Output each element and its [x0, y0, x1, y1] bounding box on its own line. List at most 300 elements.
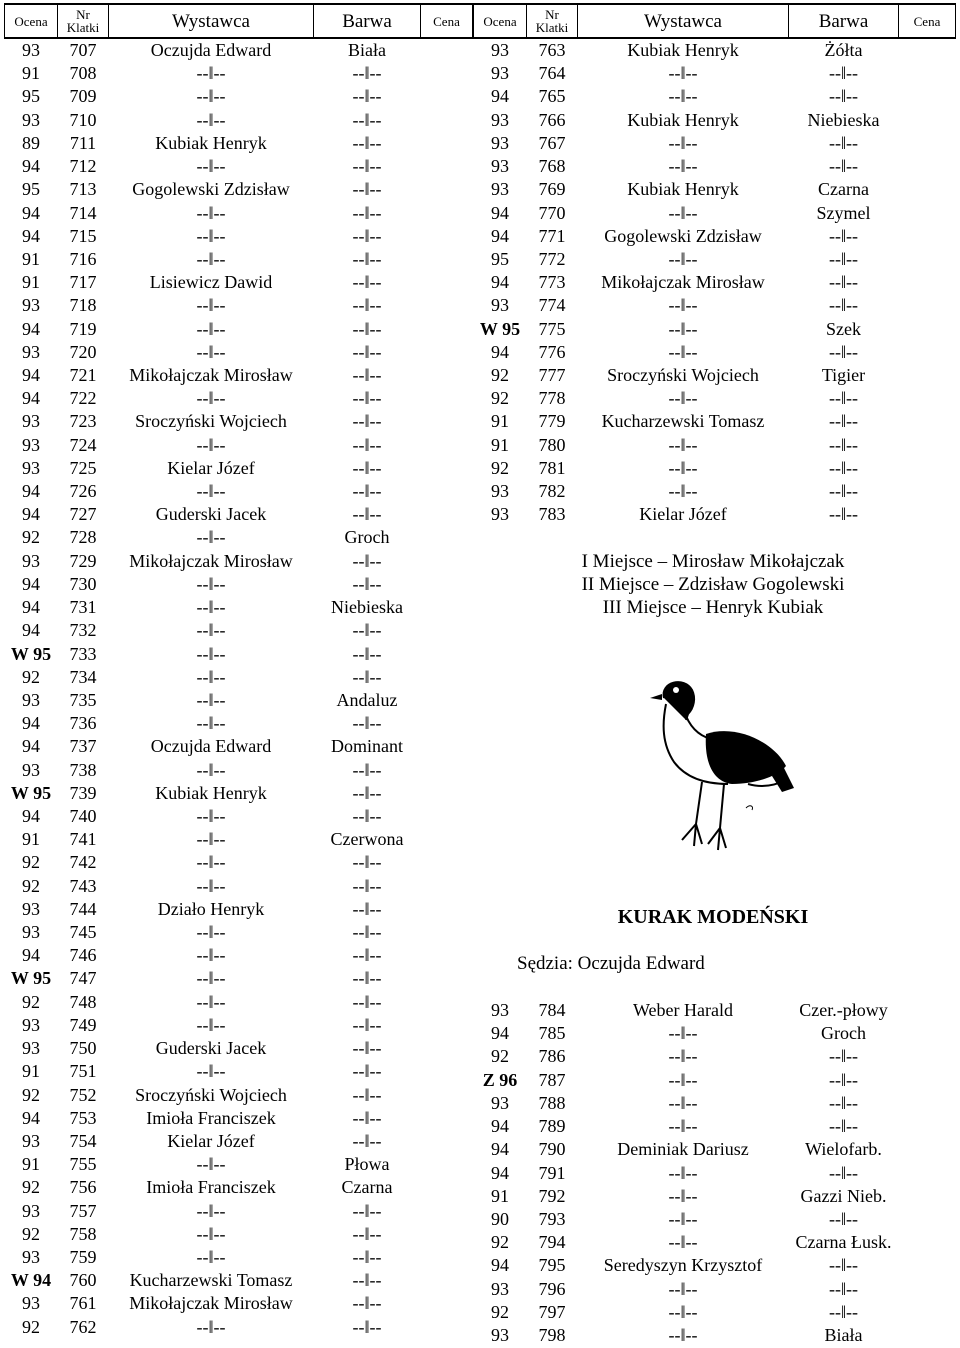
ocena-cell: 93 [22, 1246, 40, 1267]
exhibitor-cell: --‖-- [196, 318, 226, 339]
color-cell: --‖-- [828, 295, 859, 316]
color-cell: --‖-- [352, 156, 382, 177]
color-cell: Czarna [818, 179, 869, 200]
cage-number-cell: 714 [69, 202, 97, 223]
cage-number-cell: 779 [538, 411, 566, 432]
color-cell: --‖-- [352, 318, 382, 339]
header-klatki-line: Klatki [66, 20, 100, 35]
color-cell: Dominant [331, 736, 403, 757]
exhibitor-cell: --‖-- [196, 225, 226, 246]
cage-number-cell: 795 [538, 1255, 566, 1276]
ocena-cell: 89 [22, 132, 40, 153]
exhibitor-cell: Oczujda Edward [150, 40, 272, 60]
cage-number-cell: 735 [69, 689, 97, 710]
ocena-cell: 91 [22, 1154, 40, 1175]
exhibitor-cell: --‖-- [668, 341, 698, 362]
exhibitor-cell: --‖-- [196, 829, 226, 850]
exhibitor-cell: --‖-- [668, 1185, 698, 1206]
cage-number-cell: 796 [538, 1278, 566, 1299]
ocena-cell: 94 [491, 1162, 509, 1183]
color-cell: Wielofarb. [805, 1139, 882, 1160]
color-cell: --‖-- [352, 457, 382, 478]
color-cell: --‖-- [828, 225, 859, 246]
exhibitor-cell: --‖-- [668, 132, 698, 153]
ocena-cell: 93 [22, 434, 40, 455]
color-cell: --‖-- [352, 550, 382, 571]
cage-number-cell: 718 [69, 295, 97, 316]
ocena-cell: 93 [22, 1130, 40, 1151]
color-cell: --‖-- [828, 1208, 859, 1229]
color-cell: --‖-- [828, 1255, 859, 1276]
color-cell: --‖-- [352, 852, 382, 873]
cage-number-cell: 776 [538, 341, 566, 362]
cage-number-cell: 725 [69, 457, 97, 478]
color-cell: --‖-- [828, 86, 859, 107]
cage-number-cell: 764 [538, 63, 566, 84]
ocena-cell: 94 [22, 945, 40, 966]
color-cell: --‖-- [352, 225, 382, 246]
exhibitor-cell: --‖-- [668, 434, 698, 455]
judge-line: Sędzia: Oczujda Edward [517, 953, 705, 974]
color-cell: --‖-- [352, 1107, 382, 1128]
ocena-cell: 93 [22, 550, 40, 571]
ocena-cell: 91 [491, 434, 509, 455]
color-cell: --‖-- [352, 202, 382, 223]
color-cell: --‖-- [828, 341, 859, 362]
exhibitor-cell: --‖-- [196, 202, 226, 223]
ocena-cell: 94 [22, 805, 40, 826]
cage-number-cell: 760 [69, 1270, 97, 1291]
color-cell: --‖-- [828, 434, 859, 455]
color-cell: --‖-- [352, 968, 382, 989]
ocena-cell: 94 [22, 318, 40, 339]
header-wystawca: Wystawca [172, 10, 250, 32]
color-cell: Biała [824, 1324, 863, 1345]
cage-number-cell: 792 [538, 1185, 566, 1206]
color-cell: --‖-- [352, 1270, 382, 1291]
header-klatki-line: Klatki [535, 20, 569, 35]
ocena-cell: 91 [22, 248, 40, 269]
cage-number-cell: 707 [69, 40, 97, 60]
color-cell: --‖-- [352, 620, 382, 641]
color-cell: Groch [821, 1023, 866, 1044]
color-cell: --‖-- [828, 132, 859, 153]
exhibitor-cell: --‖-- [196, 922, 226, 942]
color-cell: --‖-- [828, 1301, 859, 1322]
ocena-cell: 93 [491, 179, 509, 200]
cage-number-cell: 733 [69, 643, 97, 664]
ocena-cell: 93 [22, 109, 40, 130]
cage-number-cell: 765 [538, 86, 566, 107]
ocena-cell: 93 [491, 109, 509, 130]
exhibitor-cell: --‖-- [196, 341, 226, 362]
ocena-cell: 94 [22, 597, 40, 617]
color-cell: --‖-- [352, 1061, 382, 1082]
ocena-cell: 93 [22, 295, 40, 316]
ocena-cell: 93 [491, 1278, 509, 1299]
cage-number-cell: 736 [69, 713, 97, 734]
cage-number-cell: 768 [538, 156, 566, 177]
exhibitor-cell: Imioła Franciszek [146, 1177, 276, 1198]
color-cell: Szek [826, 318, 861, 339]
cage-number-cell: 785 [538, 1023, 566, 1044]
ocena-cell: W 95 [10, 643, 52, 664]
color-cell: Biała [348, 40, 386, 60]
cage-number-cell: 710 [69, 109, 97, 130]
color-cell: --‖-- [352, 504, 382, 525]
color-cell: --‖-- [352, 1246, 382, 1267]
color-cell: --‖-- [352, 86, 382, 107]
ocena-cell: W 95 [10, 968, 52, 989]
color-cell: --‖-- [828, 156, 859, 177]
cage-number-cell: 738 [69, 759, 97, 780]
exhibitor-cell: Gogolewski Zdzisław [604, 225, 762, 246]
cage-number-cell: 751 [69, 1061, 97, 1082]
ocena-cell: 94 [491, 1139, 509, 1160]
exhibitor-cell: --‖-- [668, 1208, 698, 1229]
cage-number-cell: 739 [69, 782, 97, 803]
color-cell: --‖-- [352, 573, 382, 594]
cage-number-cell: 752 [69, 1084, 97, 1105]
cage-number-cell: 798 [538, 1324, 566, 1345]
exhibitor-cell: --‖-- [668, 1324, 698, 1345]
cage-number-cell: 712 [69, 156, 97, 177]
ocena-cell: 93 [491, 504, 509, 525]
cage-number-cell: 775 [538, 318, 566, 339]
exhibitor-cell: --‖-- [668, 481, 698, 501]
exhibitor-cell: --‖-- [196, 1061, 226, 1082]
cage-number-cell: 794 [538, 1232, 566, 1253]
exhibitor-cell: --‖-- [196, 295, 226, 316]
cage-number-cell: 767 [538, 132, 566, 153]
exhibitor-cell: Kubiak Henryk [627, 109, 739, 130]
exhibitor-cell: --‖-- [668, 1232, 698, 1253]
header-cena: Cena [433, 13, 460, 29]
color-cell: --‖-- [352, 63, 382, 84]
cage-number-cell: 716 [69, 248, 97, 269]
color-cell: --‖-- [352, 434, 382, 455]
ocena-cell: 91 [491, 1185, 509, 1206]
ocena-cell: 92 [22, 991, 40, 1012]
color-cell: --‖-- [352, 759, 382, 780]
ocena-cell: 94 [491, 1255, 509, 1276]
color-cell: Niebieska [331, 597, 403, 617]
cage-number-cell: 791 [538, 1162, 566, 1183]
ocena-cell: 94 [22, 364, 40, 385]
exhibitor-cell: Oczujda Edward [150, 736, 272, 757]
ocena-cell: 94 [22, 1107, 40, 1128]
exhibitor-cell: Kielar Józef [167, 457, 255, 478]
color-cell: --‖-- [828, 1092, 859, 1113]
exhibitor-cell: --‖-- [196, 643, 226, 664]
exhibitor-cell: --‖-- [196, 991, 226, 1012]
exhibitor-cell: --‖-- [668, 86, 698, 107]
ocena-cell: 94 [22, 388, 40, 409]
exhibitor-cell: Kielar Józef [639, 504, 727, 525]
ocena-cell: 93 [491, 1324, 509, 1345]
exhibitor-cell: --‖-- [668, 1301, 698, 1322]
cage-number-cell: 746 [69, 945, 97, 966]
color-cell: --‖-- [352, 364, 382, 385]
cage-number-cell: 750 [69, 1038, 97, 1058]
header-ocena: Ocena [483, 13, 517, 29]
exhibitor-cell: --‖-- [668, 1278, 698, 1299]
color-cell: --‖-- [352, 1293, 382, 1314]
exhibitor-cell: --‖-- [196, 689, 226, 710]
color-cell: --‖-- [828, 388, 859, 409]
exhibitor-cell: --‖-- [668, 318, 698, 339]
exhibitor-cell: --‖-- [196, 945, 226, 966]
cage-number-cell: 769 [538, 179, 566, 200]
header-nr-klatki [527, 5, 577, 37]
ocena-cell: 93 [22, 457, 40, 478]
color-cell: --‖-- [828, 272, 859, 293]
exhibitor-cell: Kucharzewski Tomasz [129, 1270, 293, 1291]
exhibitor-cell: --‖-- [668, 1046, 698, 1067]
color-cell: --‖-- [352, 805, 382, 826]
color-cell: --‖-- [352, 922, 382, 942]
exhibitor-cell: --‖-- [668, 63, 698, 84]
ocena-cell: 90 [491, 1208, 509, 1229]
cage-number-cell: 755 [69, 1154, 97, 1175]
exhibitor-cell: --‖-- [196, 156, 226, 177]
cage-number-cell: 787 [538, 1069, 566, 1090]
exhibitor-cell: --‖-- [196, 968, 226, 989]
cage-number-cell: 720 [69, 341, 97, 362]
cage-number-cell: 759 [69, 1246, 97, 1267]
exhibitor-cell: --‖-- [196, 109, 226, 130]
color-cell: Niebieska [807, 109, 880, 130]
color-cell: Czarna Łusk. [795, 1232, 892, 1253]
ocena-cell: 93 [491, 132, 509, 153]
color-cell: Gazzi Nieb. [800, 1185, 887, 1206]
cage-number-cell: 721 [69, 364, 97, 385]
exhibitor-cell: Kubiak Henryk [155, 132, 267, 153]
ocena-cell: 91 [22, 63, 40, 84]
cage-number-cell: 740 [69, 805, 97, 826]
exhibitor-cell: Mikołajczak Mirosław [129, 1293, 293, 1314]
color-cell: --‖-- [352, 179, 382, 200]
ocena-cell: 95 [22, 179, 40, 200]
header-nr-klatki [58, 5, 108, 37]
exhibitor-cell: --‖-- [196, 527, 226, 548]
cage-number-cell: 743 [69, 875, 97, 896]
color-cell: --‖-- [352, 272, 382, 293]
exhibitor-cell: --‖-- [196, 481, 226, 501]
ocena-cell: 94 [22, 736, 40, 757]
exhibitor-cell: Kubiak Henryk [155, 782, 267, 803]
ocena-cell: 93 [491, 63, 509, 84]
ocena-cell: 95 [22, 86, 40, 107]
ocena-cell: 92 [491, 388, 509, 409]
third-place: III Miejsce – Henryk Kubiak [602, 597, 824, 618]
cage-number-cell: 742 [69, 852, 97, 873]
exhibitor-cell: --‖-- [196, 573, 226, 594]
cage-number-cell: 790 [538, 1139, 566, 1160]
exhibitor-cell: --‖-- [196, 666, 226, 687]
header-nr-line: Nr [76, 7, 90, 22]
cage-number-cell: 788 [538, 1092, 566, 1113]
cage-number-cell: 770 [538, 202, 566, 223]
ocena-cell: 94 [22, 202, 40, 223]
cage-number-cell: 780 [538, 434, 566, 455]
exhibitor-cell: --‖-- [196, 852, 226, 873]
exhibitor-cell: --‖-- [196, 1200, 226, 1221]
exhibitor-cell: Mikołajczak Mirosław [129, 550, 293, 571]
color-cell: Żółta [824, 40, 863, 60]
ocena-cell: W 95 [479, 318, 521, 339]
exhibitor-cell: Kielar Józef [167, 1130, 255, 1151]
ocena-cell: 94 [22, 225, 40, 246]
color-cell: --‖-- [352, 666, 382, 687]
ocena-cell: 92 [22, 1223, 40, 1244]
exhibitor-cell: Sroczyński Wojciech [135, 411, 287, 432]
second-place: II Miejsce – Zdzisław Gogolewski [581, 574, 845, 595]
ocena-cell: 92 [491, 1046, 509, 1067]
header-cena: Cena [913, 13, 941, 29]
exhibitor-cell: --‖-- [196, 434, 226, 455]
color-cell: Płowa [344, 1154, 390, 1175]
ocena-cell: 92 [22, 852, 40, 873]
cage-number-cell: 722 [69, 388, 97, 409]
color-cell: --‖-- [352, 388, 382, 409]
ocena-cell: 93 [22, 411, 40, 432]
ocena-cell: 93 [491, 156, 509, 177]
ocena-cell: W 95 [10, 782, 52, 803]
color-cell: --‖-- [828, 504, 859, 525]
ocena-cell: 91 [491, 411, 509, 432]
cage-number-cell: 789 [538, 1116, 566, 1136]
cage-number-cell: 757 [69, 1200, 97, 1221]
exhibitor-cell: --‖-- [196, 875, 226, 896]
ocena-cell: 94 [491, 202, 509, 223]
cage-number-cell: 727 [69, 504, 97, 525]
exhibitor-cell: --‖-- [196, 63, 226, 84]
cage-number-cell: 711 [69, 132, 97, 153]
ocena-cell: W 94 [10, 1270, 52, 1291]
cage-number-cell: 758 [69, 1223, 97, 1244]
exhibitor-cell: --‖-- [196, 805, 226, 826]
exhibitor-cell: --‖-- [196, 620, 226, 641]
cage-number-cell: 723 [69, 411, 97, 432]
exhibitor-cell: --‖-- [668, 156, 698, 177]
color-cell: --‖-- [352, 991, 382, 1012]
ocena-cell: 93 [22, 922, 40, 942]
ocena-cell: 94 [22, 481, 40, 501]
ocena-cell: Z 96 [482, 1069, 518, 1090]
pigeon-illustration [636, 668, 796, 868]
color-cell: Czerwona [330, 829, 404, 850]
header-barwa: Barwa [342, 10, 392, 32]
cage-number-cell: 761 [69, 1293, 97, 1314]
exhibitor-cell: Mikołajczak Mirosław [129, 364, 293, 385]
color-cell: --‖-- [352, 1084, 382, 1105]
exhibitor-cell: --‖-- [196, 1223, 226, 1244]
cage-number-cell: 784 [538, 1000, 566, 1020]
exhibitor-cell: --‖-- [668, 1092, 698, 1113]
exhibitor-cell: Działo Henryk [157, 898, 265, 919]
exhibitor-cell: --‖-- [196, 1154, 226, 1175]
exhibitor-cell: --‖-- [196, 597, 226, 617]
ocena-cell: 93 [22, 40, 40, 60]
cage-number-cell: 762 [69, 1316, 97, 1337]
exhibitor-cell: --‖-- [668, 202, 698, 223]
ocena-cell: 91 [22, 272, 40, 293]
cage-number-cell: 741 [69, 829, 97, 850]
ocena-cell: 95 [491, 248, 509, 269]
ocena-cell: 93 [22, 1200, 40, 1221]
color-cell: Andaluz [336, 689, 398, 710]
cage-number-cell: 728 [69, 527, 97, 548]
color-cell: --‖-- [352, 898, 382, 919]
ocena-cell: 93 [22, 759, 40, 780]
ocena-cell: 94 [22, 713, 40, 734]
header-nr-line: Nr [545, 7, 559, 22]
exhibitor-cell: --‖-- [668, 388, 698, 409]
ocena-cell: 92 [22, 1177, 40, 1198]
exhibitor-cell: Kubiak Henryk [627, 179, 739, 200]
cage-number-cell: 737 [69, 736, 97, 757]
color-cell: --‖-- [352, 1038, 382, 1058]
color-cell: Czer.-płowy [799, 1000, 888, 1020]
exhibitor-cell: --‖-- [196, 759, 226, 780]
ocena-cell: 93 [22, 689, 40, 710]
color-cell: --‖-- [352, 875, 382, 896]
exhibitor-cell: --‖-- [196, 86, 226, 107]
ocena-cell: 91 [22, 829, 40, 850]
color-cell: --‖-- [828, 1069, 859, 1090]
color-cell: --‖-- [828, 481, 859, 501]
color-cell: --‖-- [352, 341, 382, 362]
cage-number-cell: 730 [69, 573, 97, 594]
cage-number-cell: 754 [69, 1130, 97, 1151]
ocena-cell: 93 [491, 1000, 509, 1020]
exhibitor-cell: Mikołajczak Mirosław [601, 272, 765, 293]
cage-number-cell: 749 [69, 1014, 97, 1035]
ocena-cell: 93 [22, 1293, 40, 1314]
cage-number-cell: 766 [538, 109, 566, 130]
exhibitor-cell: Kubiak Henryk [627, 40, 739, 60]
ocena-cell: 93 [491, 481, 509, 501]
exhibitor-cell: Lisiewicz Dawid [149, 272, 273, 293]
ocena-cell: 92 [22, 666, 40, 687]
ocena-cell: 93 [491, 295, 509, 316]
exhibitor-cell: --‖-- [196, 248, 226, 269]
cage-number-cell: 732 [69, 620, 97, 641]
ocena-cell: 94 [491, 272, 509, 293]
exhibitor-cell: --‖-- [668, 457, 698, 478]
cage-number-cell: 747 [69, 968, 97, 989]
exhibitor-cell: --‖-- [196, 713, 226, 734]
color-cell: Czarna [341, 1177, 393, 1198]
ocena-cell: 92 [22, 875, 40, 896]
ocena-cell: 92 [491, 1232, 509, 1253]
header-barwa: Barwa [818, 10, 869, 32]
cage-number-cell: 709 [69, 86, 97, 107]
cage-number-cell: 778 [538, 388, 566, 409]
cage-number-cell: 781 [538, 457, 566, 478]
ocena-cell: 93 [22, 1038, 40, 1058]
exhibitor-cell: --‖-- [668, 1069, 698, 1090]
ocena-cell: 94 [491, 341, 509, 362]
exhibitor-cell: --‖-- [196, 1316, 226, 1337]
cage-number-cell: 745 [69, 922, 97, 942]
color-cell: --‖-- [828, 1162, 859, 1183]
ocena-cell: 92 [491, 364, 509, 385]
color-cell: --‖-- [352, 295, 382, 316]
cage-number-cell: 782 [538, 481, 566, 501]
exhibitor-cell: --‖-- [196, 1014, 226, 1035]
